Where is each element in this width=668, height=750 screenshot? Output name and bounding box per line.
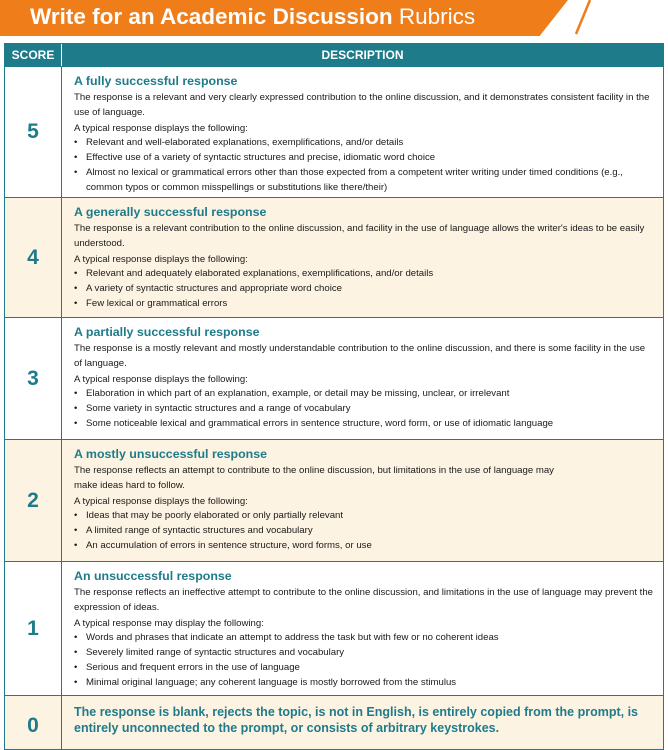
score-value: 5: [5, 67, 62, 197]
row-description: [62, 318, 663, 439]
row-intro: The response is a relevant and very clearly expressed contribution to the online discussion, and it demonstrates consistent facility in the use of language.: [74, 92, 650, 118]
row-description: [62, 198, 663, 317]
rubric-row-2: [5, 439, 663, 561]
bullet-item: • Minimal original language; any coherent language is mostly borrowed from the stimulus: [74, 676, 457, 688]
bullet-item: • Relevant and well-elaborated explanations, exemplifications, and/or details: [74, 137, 404, 149]
score-header: SCORE: [5, 44, 62, 66]
row-lead: A typical response may display the following:: [74, 617, 264, 629]
row-title: A fully successful response: [74, 74, 238, 88]
bullet-item: • Elaboration in which part of an explanation, example, or detail may be missing, unclear, or irrelevant: [74, 388, 510, 400]
bullet-item: • A variety of syntactic structures and appropriate word choice: [74, 283, 342, 295]
bullet-item: • Ideas that may be poorly elaborated or only partially relevant: [74, 510, 344, 522]
bullet-item: • Relevant and adequately elaborated explanations, exemplifications, and/or details: [74, 268, 434, 280]
page-title-rest: Rubrics: [392, 4, 476, 29]
row-intro: The response reflects an ineffective attempt to contribute to the online discussion, and limitations in the use of language may prevent the expression of ideas.: [74, 587, 653, 613]
rubric-row-0: [5, 695, 663, 750]
row-lead: A typical response displays the following:: [74, 495, 248, 507]
bullet-item: • A limited range of syntactic structures and vocabulary: [74, 525, 313, 537]
bullet-item: • Some variety in syntactic structures and a range of vocabulary: [74, 403, 351, 415]
rubric-table: [4, 43, 664, 750]
page-title-bold: Write for an Academic Discussion: [30, 4, 393, 29]
row-intro: The response reflects an attempt to contribute to the online discussion, but limitations in the use of language may make ideas hard to follow.: [74, 465, 554, 491]
row-description: [62, 562, 663, 695]
bullet-item: • Few lexical or grammatical errors: [74, 297, 228, 309]
score-value: 2: [5, 440, 62, 561]
row-intro: The response is a mostly relevant and mostly understandable contribution to the online discussion, and there is some facility in the use of language.: [74, 343, 646, 369]
table-header: [5, 44, 663, 66]
row-description: [62, 67, 663, 197]
row-intro: The response is a relevant contribution to the online discussion, and facility in the use of language allows the writer's ideas to be easily understood.: [74, 223, 645, 249]
bullet-item: • Words and phrases that indicate an attempt to address the task but with few or no coherent ideas: [74, 632, 499, 644]
row-description: The response is blank, rejects the topic, is not in English, is entirely copied from the prompt, is entirely unconnected to the prompt, or consists of arbitrary keystrokes.: [74, 705, 639, 735]
bullet-item: • Serious and frequent errors in the use of language: [74, 661, 300, 673]
slash-decoration: [572, 0, 594, 36]
page-title: [30, 4, 475, 30]
description-header: DESCRIPTION: [321, 48, 404, 62]
rubric-row-1: [5, 561, 663, 695]
bullet-item: • An accumulation of errors in sentence structure, word forms, or use: [74, 539, 372, 551]
bullet-item: • Severely limited range of syntactic structures and vocabulary: [74, 647, 345, 659]
score-value: 1: [5, 562, 62, 695]
bullet-item: • Effective use of a variety of syntactic structures and precise, idiomatic word choice: [74, 152, 436, 164]
row-title: A generally successful response: [74, 205, 267, 219]
score-value: 0: [5, 696, 62, 750]
row-lead: A typical response displays the following:: [74, 122, 248, 134]
row-lead: A typical response displays the following:: [74, 253, 248, 265]
row-title: A partially successful response: [74, 325, 260, 339]
row-lead: A typical response displays the following:: [74, 373, 248, 385]
score-value: 4: [5, 198, 62, 317]
row-title: A mostly unsuccessful response: [74, 447, 268, 461]
row-description: [62, 440, 663, 561]
rubric-row-4: [5, 197, 663, 317]
bullet-item: • Some noticeable lexical and grammatical errors in sentence structure, word form, or use of idiomatic language: [74, 417, 554, 429]
row-title: An unsuccessful response: [74, 569, 232, 583]
score-value: 3: [5, 318, 62, 439]
rubric-row-5: [5, 66, 663, 197]
rubric-row-3: [5, 317, 663, 439]
bullet-item: • Almost no lexical or grammatical errors other than those expected from a competent writer writing under timed conditions (e.g., common typos or common misspellings or substitutions like there/their): [74, 166, 623, 193]
